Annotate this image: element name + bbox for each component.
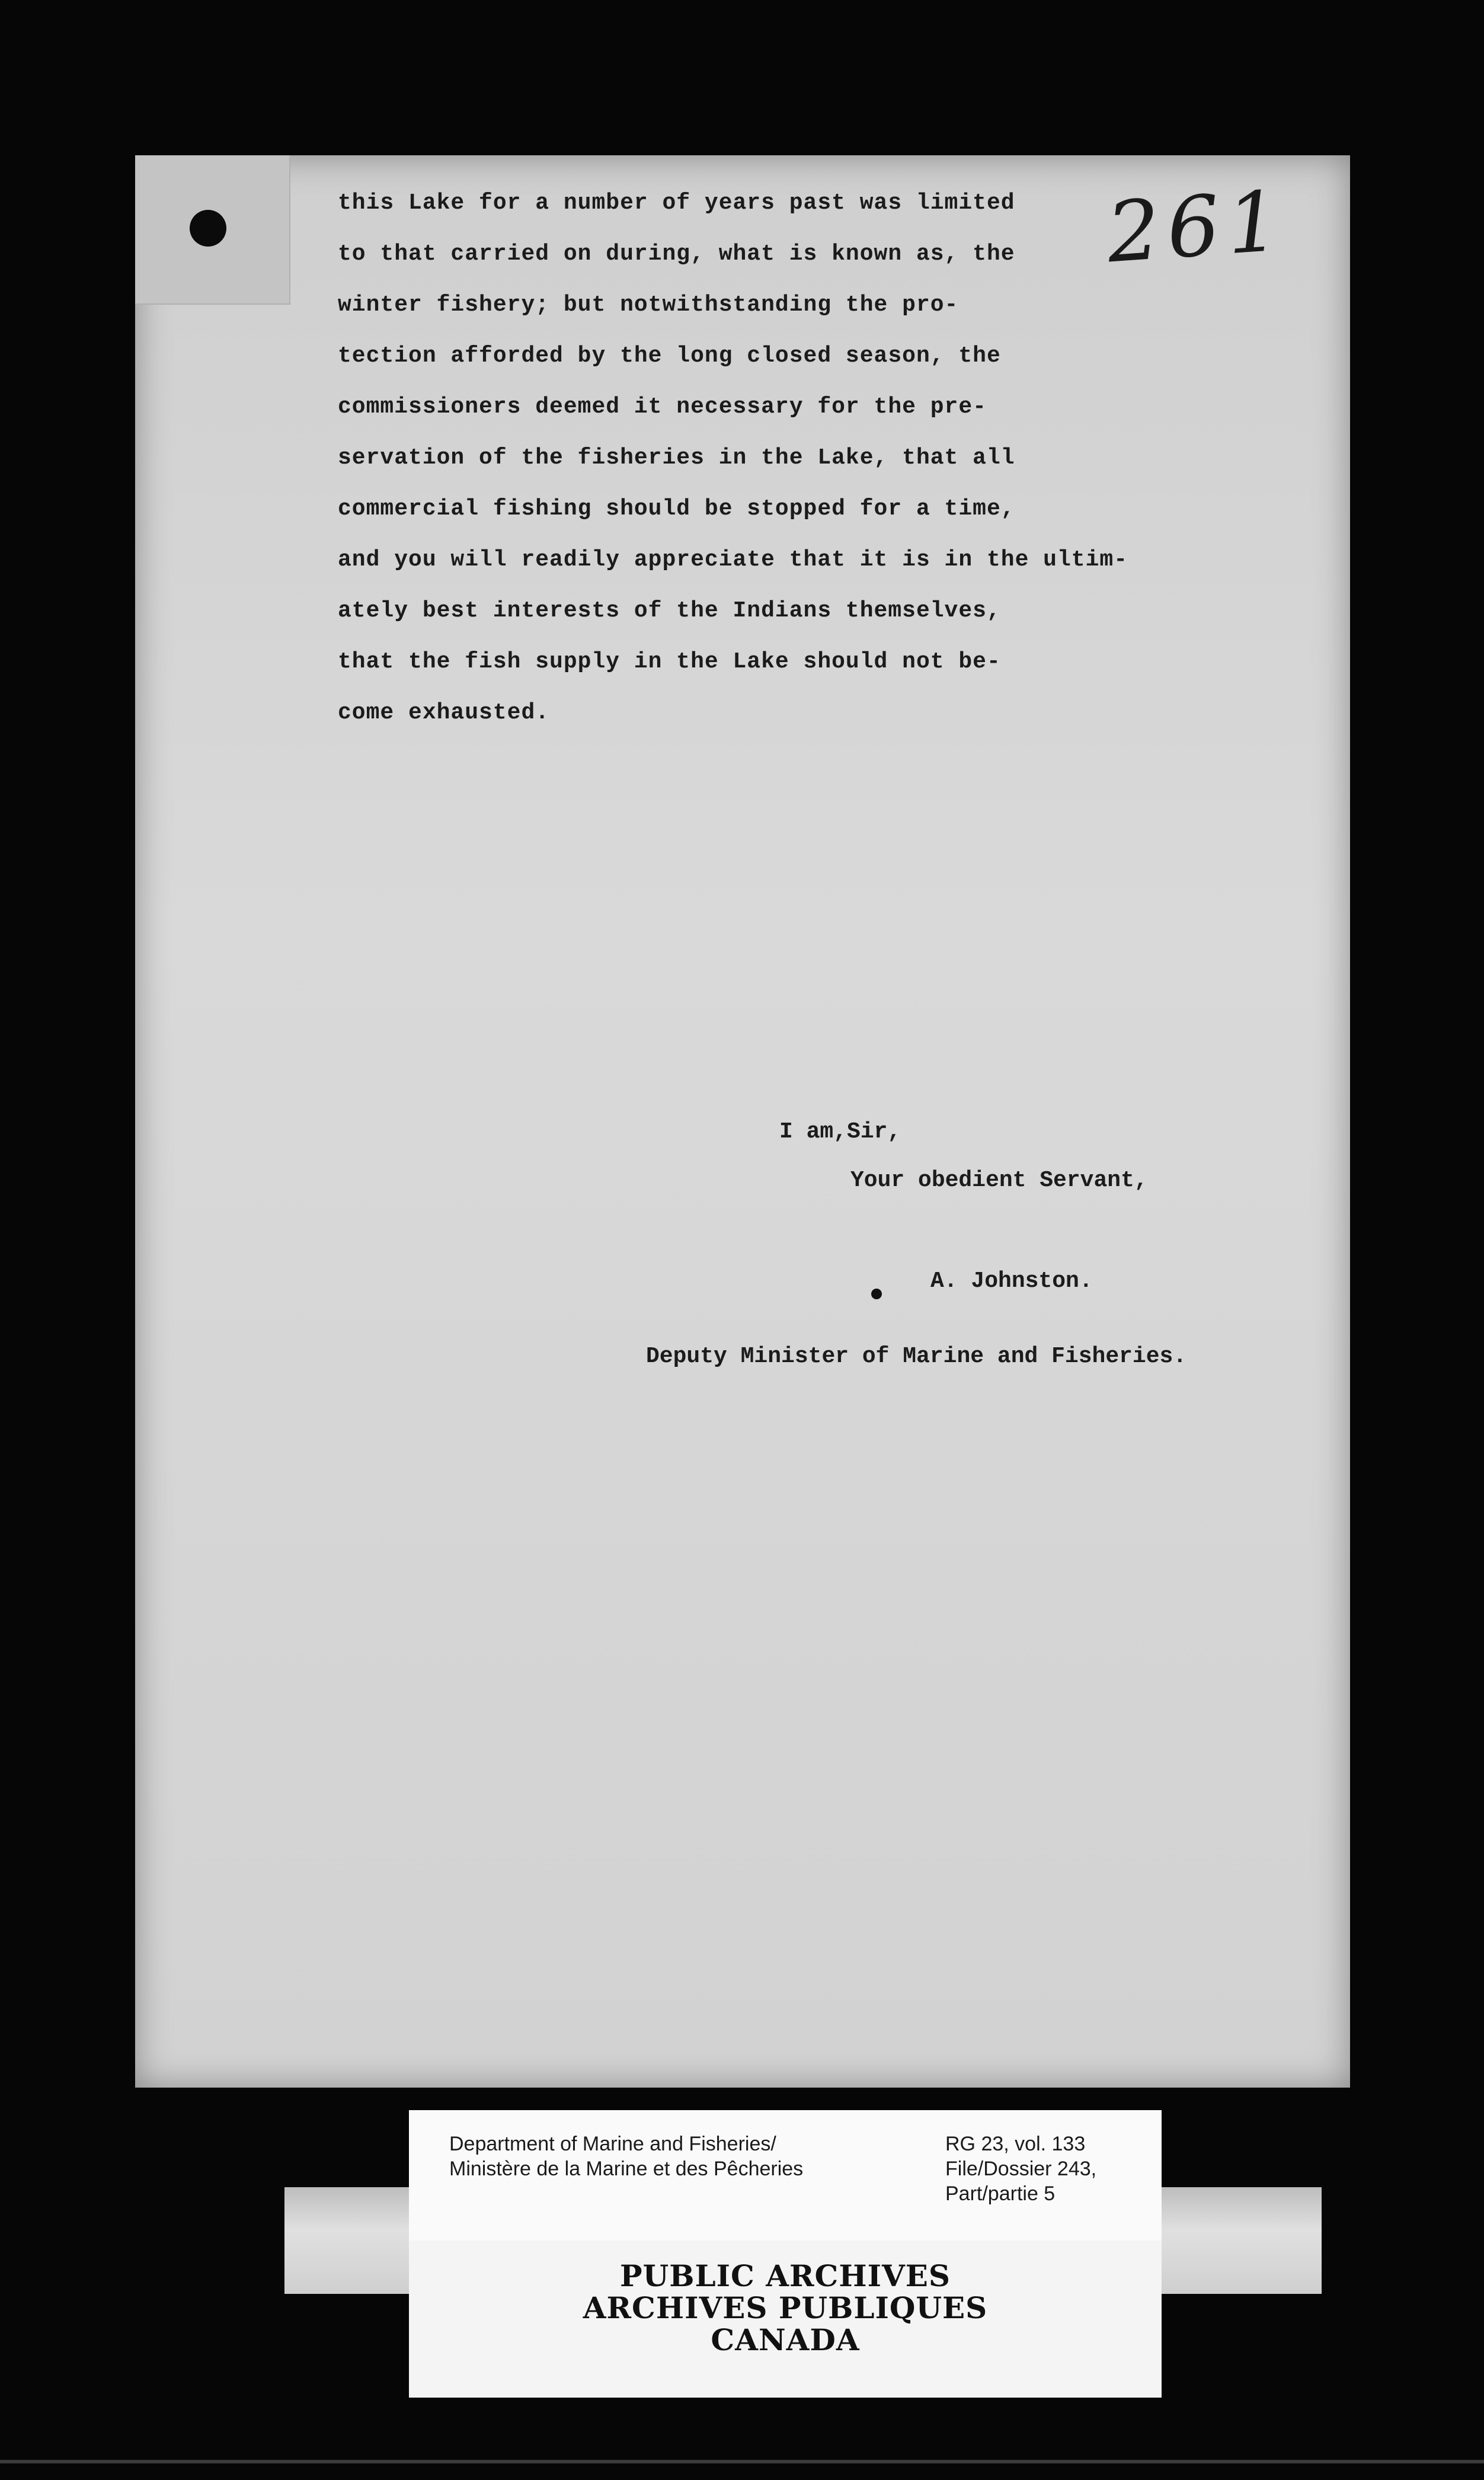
stamp-line-canada: CANADA: [711, 2322, 860, 2357]
archive-stamp: [409, 2241, 1162, 2398]
letter-line: tection afforded by the long closed season, the: [338, 343, 1001, 369]
label-department-en: Department of Marine and Fisheries/: [449, 2133, 776, 2155]
archive-label: [409, 2110, 1162, 2261]
letter-line: come exhausted.: [338, 700, 550, 726]
label-reference-part: Part/partie 5: [945, 2182, 1056, 2205]
ink-speck: [871, 1289, 882, 1299]
letter-line: servation of the fisheries in the Lake, that all: [338, 445, 1015, 471]
letter-line: and you will readily appreciate that it is in the ultim-: [338, 547, 1128, 573]
signatory-title: Deputy Minister of Marine and Fisheries.: [646, 1344, 1187, 1369]
label-reference-volume: RG 23, vol. 133: [945, 2133, 1086, 2155]
letter-line: to that carried on during, what is known as, the: [338, 241, 1015, 267]
complimentary-close: Your obedient Servant,: [850, 1168, 1148, 1193]
label-department-fr: Ministère de la Marine et des Pêcheries: [449, 2158, 804, 2180]
letter-body: [338, 178, 1345, 739]
letter-line: that the fish supply in the Lake should not be-: [338, 649, 1001, 675]
page-number: 261: [1104, 172, 1290, 282]
label-reference-file: File/Dossier 243,: [945, 2158, 1097, 2180]
letter-line: this Lake for a number of years past was limited: [338, 190, 1015, 216]
salutation: I am,Sir,: [779, 1119, 901, 1145]
letter-line: commercial fishing should be stopped for a time,: [338, 496, 1015, 522]
signature-name: A. Johnston.: [930, 1268, 1093, 1294]
letter-line: commissioners deemed it necessary for the pre-: [338, 394, 987, 420]
film-edge: [0, 2460, 1484, 2463]
letter-line: winter fishery; but notwithstanding the pro-: [338, 292, 959, 318]
stamp-line-public-archives: PUBLIC ARCHIVES: [620, 2258, 951, 2293]
stamp-line-archives-publiques: ARCHIVES PUBLIQUES: [583, 2290, 988, 2325]
letter-line: ately best interests of the Indians themselves,: [338, 598, 1001, 624]
punch-hole: [190, 210, 226, 247]
